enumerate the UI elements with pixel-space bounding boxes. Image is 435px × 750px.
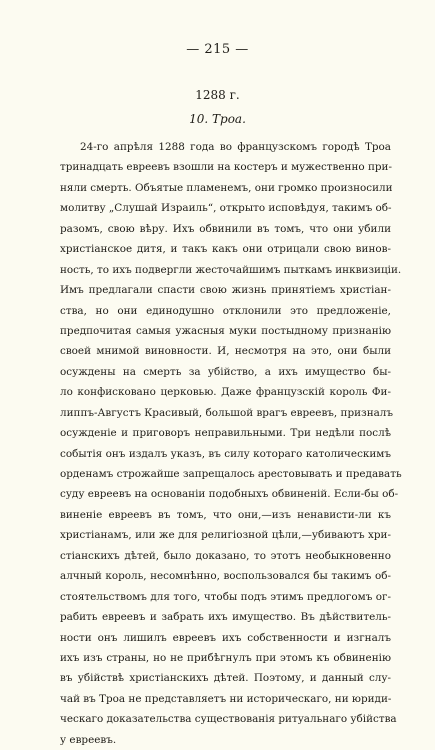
text-line: событія онъ издалъ указъ, въ силу котораго католическимъ: [60, 447, 391, 460]
text-line: ности онъ лишилъ евреевъ ихъ собственности и изгналъ: [60, 631, 391, 644]
text-line: ность, то ихъ подвергли жесточайшимъ пыткамъ инквизиціи.: [60, 263, 402, 276]
text-line: Имъ предлагали спасти свою жизнь принятіемъ христіан-: [60, 284, 391, 297]
text-line: ства, но они единодушно отклонили это предложеніе,: [60, 304, 391, 317]
text-line: своей мнимой виновности. И, несмотря на это, они были: [60, 345, 391, 358]
text-line: стоятельствомъ для того, чтобы подъ этимъ предлогомъ ог-: [60, 590, 391, 603]
section-title: 10. Троа.: [189, 112, 246, 126]
text-line: молитву „Слушай Израиль“, открыто исповѣдуя, такимъ об-: [60, 202, 392, 215]
text-line: въ убійствѣ христіанскихъ дѣтей. Поэтому, и данный слу-: [60, 672, 391, 685]
text-line: предпочитая самыя ужасныя муки постыдному признанію: [60, 324, 391, 337]
text-line: христіанамъ, или же для религіозной цѣли,—убиваютъ хри-: [60, 529, 391, 542]
text-line: разомъ, свою вѣру. Ихъ обвинили въ томъ, что они убили: [60, 222, 391, 235]
text-line: у евреевъ.: [60, 733, 117, 746]
text-line: орденамъ строжайше запрещалось арестовывать и предавать: [60, 468, 402, 480]
text-line: алчный король, несомнѣнно, воспользовался бы такимъ об-: [60, 570, 391, 583]
text-line: ихъ изъ страны, но не прибѣгнулъ при этомъ къ обвиненію: [60, 651, 391, 664]
text-line: липпъ-Августъ Красивый, большой врагъ евреевъ, призналъ: [60, 406, 394, 419]
text-line: осужденіе и приговоръ неправильными. Три недѣли послѣ: [60, 427, 391, 440]
text-line: чай въ Троа не представляетъ ни историческаго, ни юриди-: [60, 692, 392, 705]
text-line: христіанское дитя, и такъ какъ они отрицали свою винов-: [60, 243, 391, 256]
page-number: — 215 —: [186, 42, 249, 57]
text-line: осуждены на смерть за убійство, а ихъ имущество бы-: [60, 365, 391, 378]
text-line: ческаго доказательства существованія ритуальнаго убійства: [60, 713, 397, 726]
text-line: рабить евреевъ и забрать ихъ имущество. Въ дѣйствитель-: [60, 611, 391, 624]
body-text: [60, 137, 402, 750]
text-line: няли смерть. Объятые пламенемъ, они громко произносили: [60, 181, 393, 194]
text-line: тринадцать евреевъ взошли на костеръ и мужественно при-: [60, 161, 392, 174]
text-line: виненіе евреевъ въ томъ, что они,—изъ ненависти-ли къ: [60, 508, 391, 521]
text-line: 24-го апрѣля 1288 года во французскомъ городѣ Троа: [80, 141, 391, 153]
text-line: стіанскихъ дѣтей, было доказано, то этотъ необыкновенно: [60, 549, 391, 562]
text-line: суду евреевъ на основаніи подобныхъ обвиненій. Если-бы об-: [60, 488, 399, 501]
text-line: ло конфисковано церковью. Даже французскій король Фи-: [60, 386, 391, 399]
year-heading: 1288 г.: [195, 88, 240, 102]
